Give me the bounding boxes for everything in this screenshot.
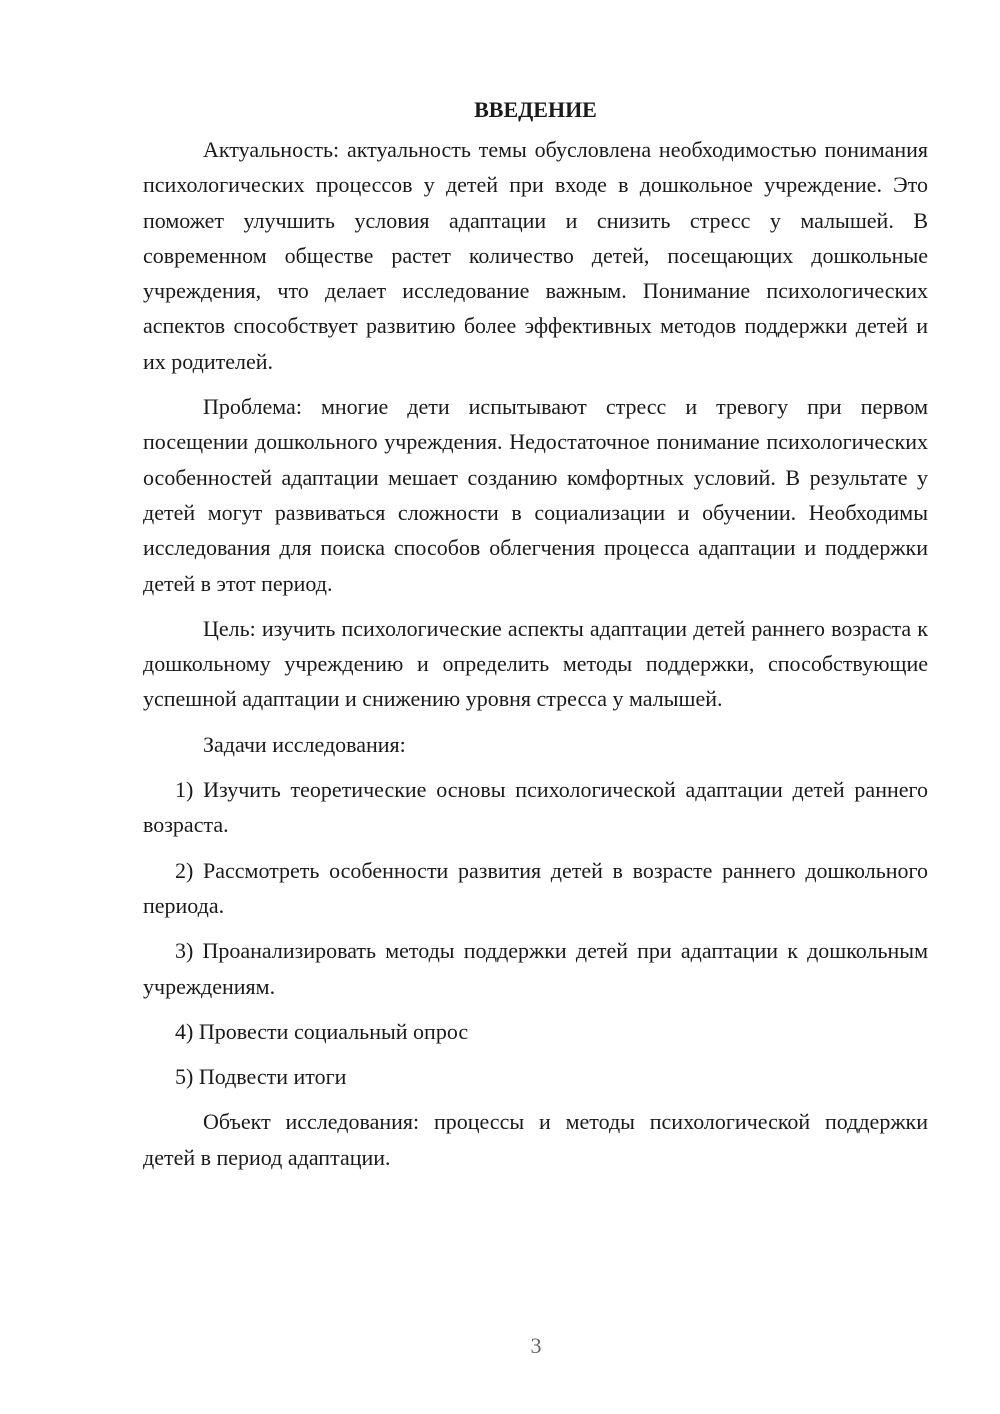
- tasks-heading: Задачи исследования:: [203, 731, 406, 757]
- document-page: [143, 92, 928, 1185]
- paragraph-problem: Проблема: многие дети испытывают стресс и тревогу при первом посещении дошкольного учреждения. Недостаточное понимание психологических особенностей адаптации мешает созданию комфортных условий. В результате у детей могут развиваться сложности в социализации и обучении. Необходимы исследования для поиска способов облегчения процесса адаптации и поддержки детей в этот период.: [143, 394, 928, 596]
- task-item: 5) Подвести итоги: [175, 1064, 347, 1090]
- task-item: 3) Проанализировать методы поддержки детей при адаптации к дошкольным учреждениям.: [143, 938, 928, 999]
- paragraph-relevance: Актуальность: актуальность темы обусловлена необходимостью понимания психологических процессов у детей при входе в дошкольное учреждение. Это поможет улучшить условия адаптации и снизить стресс у малышей. В современном обществе растет количество детей, посещающих дошкольные учреждения, что делает исследование важным. Понимание психологических аспектов способствует развитию более эффективных методов поддержки детей и их родителей.: [143, 137, 928, 374]
- section-title: ВВЕДЕНИЕ: [474, 97, 597, 122]
- paragraph-goal: Цель: изучить психологические аспекты адаптации детей раннего возраста к дошкольному учреждению и определить методы поддержки, способствующие успешной адаптации и снижению уровня стресса у малышей.: [143, 615, 928, 712]
- task-item: 1) Изучить теоретические основы психологической адаптации детей раннего возраста.: [143, 777, 928, 838]
- page-number: 3: [530, 1333, 542, 1358]
- task-item: 2) Рассмотреть особенности развития детей в возрасте раннего дошкольного периода.: [143, 857, 928, 918]
- task-item: 4) Провести социальный опрос: [175, 1018, 469, 1044]
- paragraph-object: Объект исследования: процессы и методы психологической поддержки детей в период адаптации.: [143, 1109, 928, 1170]
